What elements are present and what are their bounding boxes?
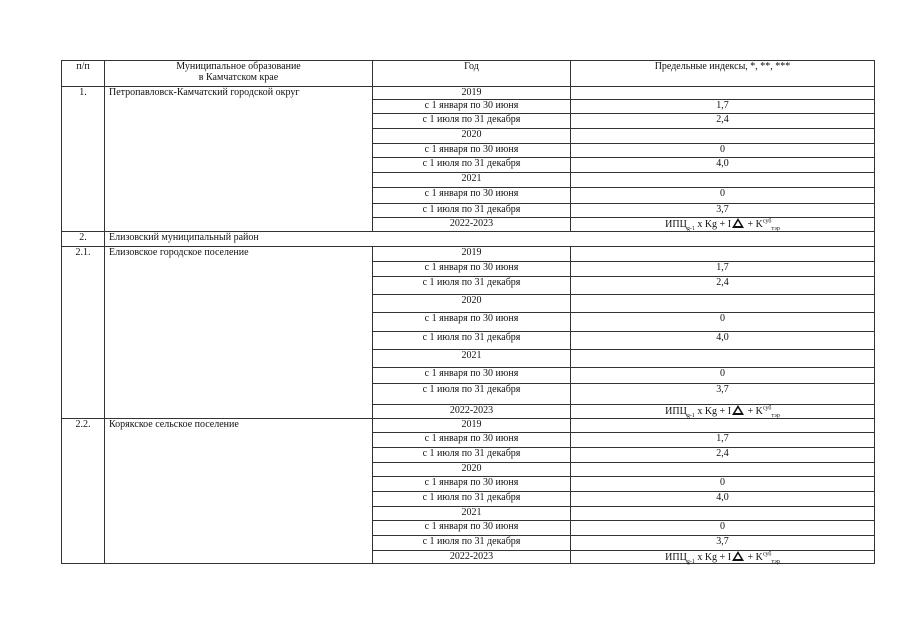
index-value: 4,0: [571, 158, 875, 173]
section-row: [62, 232, 875, 247]
period-cell: с 1 января по 30 июня: [373, 144, 571, 158]
period-cell: с 1 января по 30 июня: [373, 188, 571, 204]
period-cell: с 1 января по 30 июня: [373, 477, 571, 492]
table-row: [62, 247, 875, 262]
formula-ipc-sub: g-1: [686, 559, 695, 565]
period-cell: 2021: [373, 350, 571, 368]
section-name: Петропавловск-Камчатский городской округ: [105, 87, 373, 232]
index-value: [571, 247, 875, 262]
period-cell: с 1 января по 30 июня: [373, 368, 571, 384]
formula-plus: + K: [745, 406, 763, 417]
formula-ipc: ИПЦ: [665, 552, 687, 563]
header-year: Год: [373, 61, 571, 87]
header-row: [62, 61, 875, 87]
period-cell: 2019: [373, 419, 571, 433]
index-formula: [571, 551, 875, 564]
formula-ipc-sub: g-1: [686, 413, 695, 419]
index-value: [571, 419, 875, 433]
index-value: 1,7: [571, 262, 875, 277]
formula-ipc: ИПЦ: [665, 406, 687, 417]
section-number: 2.: [62, 232, 105, 247]
period-cell: 2020: [373, 129, 571, 144]
period-cell: с 1 июля по 31 декабря: [373, 492, 571, 507]
index-value: 0: [571, 521, 875, 536]
period-cell: с 1 июля по 31 декабря: [373, 332, 571, 350]
index-value: [571, 87, 875, 100]
period-cell: с 1 января по 30 июня: [373, 262, 571, 277]
delta-icon: [732, 405, 744, 415]
period-cell: с 1 января по 30 июня: [373, 521, 571, 536]
index-value: 0: [571, 188, 875, 204]
section-number: 2.2.: [62, 419, 105, 564]
index-value: 2,4: [571, 114, 875, 129]
period-cell: с 1 июля по 31 декабря: [373, 158, 571, 173]
formula-mid: x Kg + I: [694, 552, 732, 563]
header-num: п/п: [62, 61, 105, 87]
index-value: 3,7: [571, 384, 875, 405]
index-value: [571, 173, 875, 188]
period-cell: 2022-2023: [373, 218, 571, 232]
index-formula: [571, 405, 875, 419]
index-value: 0: [571, 477, 875, 492]
formula-k-sub: тэр: [771, 559, 780, 565]
table-row: [62, 419, 875, 433]
header-municipality-line2: в Камчатском крае: [198, 72, 279, 83]
period-cell: с 1 июля по 31 декабря: [373, 114, 571, 129]
index-value: [571, 295, 875, 313]
formula-k-sup: суб: [762, 551, 772, 558]
header-index: Предельные индексы, *, **, ***: [571, 61, 875, 87]
section-name: Корякское сельское поселение: [105, 419, 373, 564]
delta-icon: [732, 218, 744, 228]
period-cell: с 1 июля по 31 декабря: [373, 277, 571, 295]
formula-plus: + K: [745, 219, 763, 230]
index-value: [571, 463, 875, 477]
period-cell: 2020: [373, 463, 571, 477]
index-value: 0: [571, 144, 875, 158]
index-value: 1,7: [571, 433, 875, 448]
index-formula: [571, 218, 875, 232]
header-municipality-line1: Муниципальное образование: [176, 61, 301, 72]
period-cell: 2019: [373, 87, 571, 100]
formula-k-sup: суб: [762, 218, 772, 225]
formula-ipc: ИПЦ: [665, 219, 687, 230]
index-value: 1,7: [571, 100, 875, 114]
period-cell: 2022-2023: [373, 405, 571, 419]
index-value: [571, 129, 875, 144]
period-cell: с 1 июля по 31 декабря: [373, 536, 571, 551]
period-cell: с 1 января по 30 июня: [373, 433, 571, 448]
period-cell: 2019: [373, 247, 571, 262]
header-municipality: [105, 61, 373, 87]
index-value: 3,7: [571, 536, 875, 551]
formula-ipc-sub: g-1: [686, 226, 695, 232]
index-value: 0: [571, 368, 875, 384]
delta-icon: [732, 551, 744, 561]
section-number: 2.1.: [62, 247, 105, 419]
period-cell: 2021: [373, 507, 571, 521]
period-cell: с 1 января по 30 июня: [373, 100, 571, 114]
section-number: 1.: [62, 87, 105, 232]
index-value: 4,0: [571, 492, 875, 507]
index-value: 3,7: [571, 204, 875, 218]
index-value: [571, 350, 875, 368]
index-value: 4,0: [571, 332, 875, 350]
table-row: [62, 87, 875, 100]
period-cell: с 1 июля по 31 декабря: [373, 384, 571, 405]
formula-k-sup: суб: [762, 405, 772, 412]
formula-mid: x Kg + I: [694, 219, 732, 230]
formula-mid: x Kg + I: [694, 406, 732, 417]
section-name: Елизовское городское поселение: [105, 247, 373, 419]
formula-k-sub: тэр: [771, 226, 780, 232]
index-value: 2,4: [571, 448, 875, 463]
section-name: Елизовский муниципальный район: [105, 232, 875, 247]
index-value: 0: [571, 313, 875, 332]
index-value: [571, 507, 875, 521]
period-cell: 2022-2023: [373, 551, 571, 564]
period-cell: 2021: [373, 173, 571, 188]
period-cell: с 1 июля по 31 декабря: [373, 448, 571, 463]
formula-plus: + K: [745, 552, 763, 563]
period-cell: с 1 июля по 31 декабря: [373, 204, 571, 218]
tariff-index-table: [61, 60, 875, 564]
index-value: 2,4: [571, 277, 875, 295]
period-cell: с 1 января по 30 июня: [373, 313, 571, 332]
period-cell: 2020: [373, 295, 571, 313]
formula-k-sub: тэр: [771, 413, 780, 419]
